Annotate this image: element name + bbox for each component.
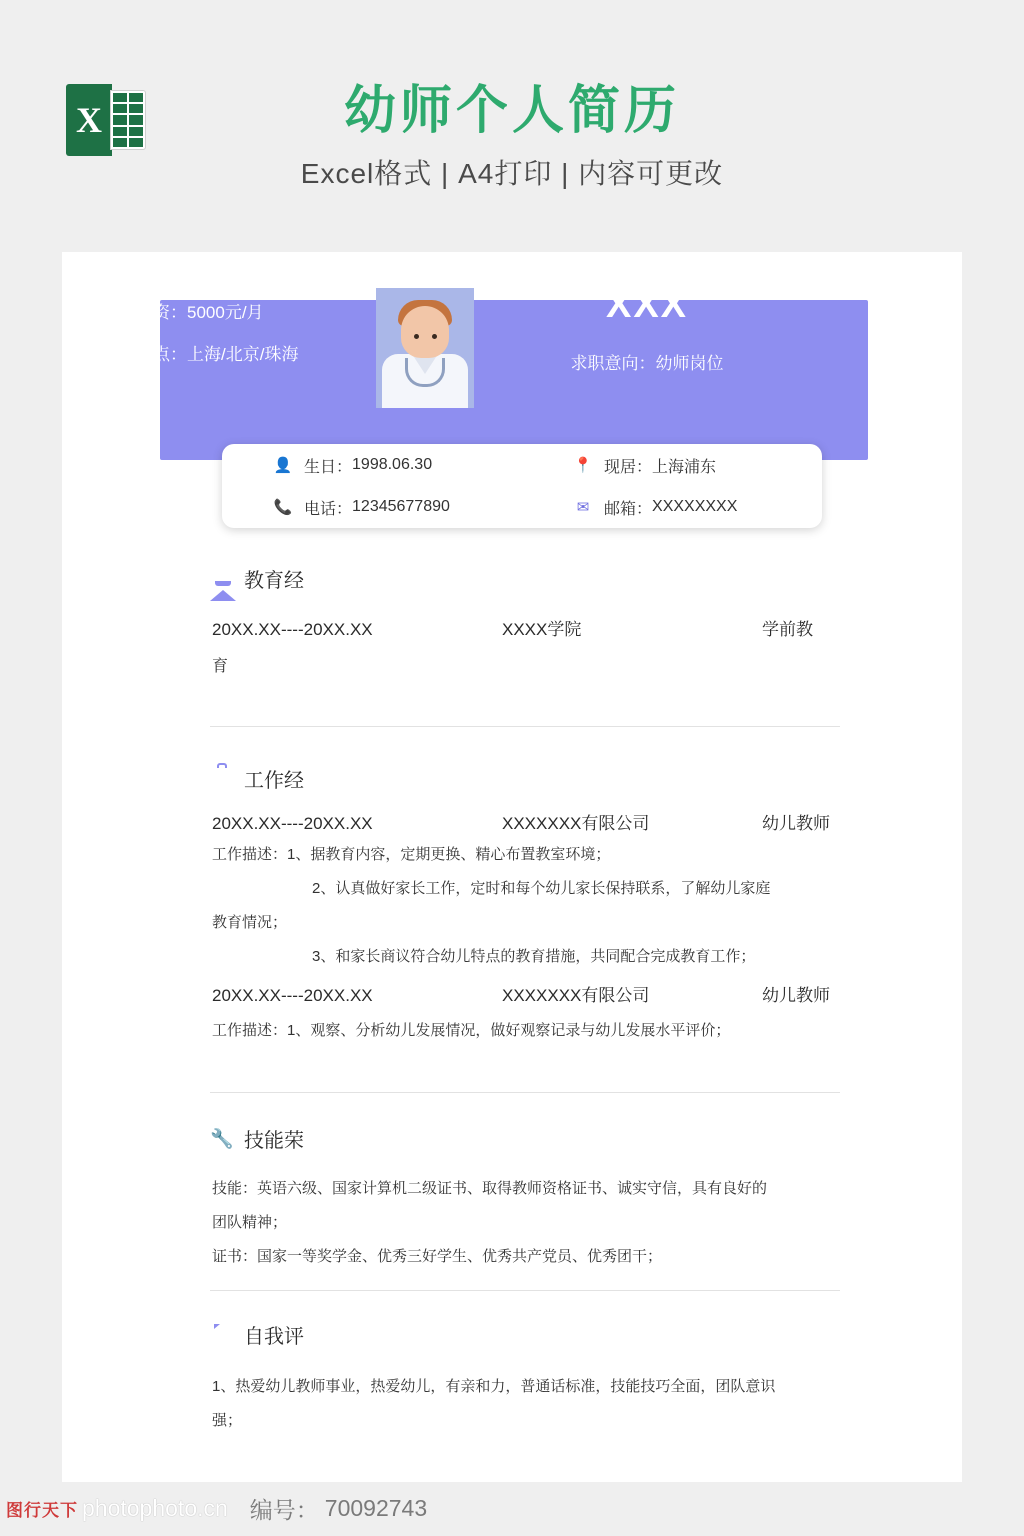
expected-location-row: [102, 334, 298, 376]
contact-email-value: XXXXXXXX: [652, 498, 738, 515]
footer-watermark: [0, 1488, 1024, 1528]
expected-location-value: 上海/北京/珠海: [187, 345, 299, 364]
avatar: [376, 288, 474, 408]
work-job2-company: XXXXXXX有限公司: [502, 986, 650, 1005]
contact-card: [222, 444, 822, 528]
work-job2-position: 幼儿教师: [762, 986, 830, 1005]
job-intent: 求职意向：幼师岗位: [570, 354, 724, 373]
name-block: [532, 284, 762, 374]
divider-work: [210, 1092, 840, 1093]
contact-email: [522, 496, 822, 519]
candidate-name: XXX: [605, 284, 689, 326]
self-line1: 1、热爱幼儿教师事业，热爱幼儿，有亲和力，普通话标准，技能技巧全面，团队意识: [212, 1378, 776, 1395]
education-major-wrap: 育: [212, 658, 229, 675]
contact-phone-label: 电话：: [304, 500, 353, 518]
page-header: [0, 0, 1024, 252]
expectation-block: [102, 292, 298, 376]
contact-residence-value: 上海浦东: [652, 458, 717, 476]
page-title: 幼师个人简历: [343, 82, 680, 140]
contact-birthday-label: 生日：: [304, 458, 353, 476]
expected-salary-value: 5000元/月: [187, 303, 264, 322]
section-self-title: 自我评: [244, 1326, 304, 1348]
contact-phone: [222, 496, 522, 519]
work-job1-position: 幼儿教师: [762, 814, 830, 833]
self-line1-wrap: 强；: [212, 1412, 243, 1429]
section-education-header: [210, 564, 304, 593]
graduation-cap-icon: [210, 568, 236, 590]
section-education-title: 教育经: [244, 570, 304, 592]
skills-line1: 技能：英语六级、国家计算机二级证书、取得教师资格证书、诚实守信，具有良好的: [212, 1180, 768, 1197]
excel-logo-letter: X: [76, 100, 102, 140]
section-skills-title: 技能荣: [244, 1130, 304, 1152]
comment-icon: [210, 1324, 236, 1346]
avatar-eye-right: [432, 334, 437, 339]
avatar-eye-left: [414, 334, 419, 339]
expected-salary-row: [102, 292, 298, 334]
work-job2-desc1: 工作描述：1、观察、分析幼儿发展情况，做好观察记录与幼儿发展水平评价；: [212, 1022, 731, 1039]
skills-line1-wrap: 团队精神；: [212, 1214, 288, 1231]
section-work-header: [210, 764, 304, 793]
excel-logo-icon: [66, 84, 146, 156]
contact-residence-label: 现居：: [604, 458, 653, 476]
contact-residence: [522, 454, 822, 477]
skills-line2: 证书：国家一等奖学金、优秀三好学生、优秀共产党员、优秀团干；: [212, 1248, 663, 1265]
resume-sheet: [62, 252, 962, 1482]
education-date: 20XX.XX----20XX.XX: [212, 620, 373, 639]
contact-email-label: 邮箱：: [604, 500, 653, 518]
expected-salary-label: 期望薪资：: [102, 303, 187, 322]
watermark-number: 70092743: [324, 1494, 428, 1521]
tools-icon: 🔧: [210, 1128, 234, 1150]
contact-birthday: [222, 454, 522, 477]
briefcase-icon: [210, 768, 236, 790]
page-subtitle: Excel格式 | A4打印 | 内容可更改: [300, 157, 724, 189]
section-skills-header: [210, 1124, 304, 1153]
location-icon: 📍: [573, 457, 593, 474]
work-job1-company: XXXXXXX有限公司: [502, 814, 650, 833]
watermark-site: photophoto.cn: [82, 1494, 228, 1521]
section-work-title: 工作经: [244, 770, 304, 792]
excel-logo-grid: [113, 93, 143, 147]
phone-icon: 📞: [273, 499, 293, 516]
work-job1-desc1: 工作描述：1、据教育内容，定期更换、精心布置教室环境；: [212, 846, 611, 863]
work-job1-date: 20XX.XX----20XX.XX: [212, 814, 373, 833]
work-job1-desc3: 3、和家长商议符合幼儿特点的教育措施，共同配合完成教育工作；: [312, 948, 756, 965]
work-job2-date: 20XX.XX----20XX.XX: [212, 986, 373, 1005]
watermark-number-label: 编号：: [249, 1496, 319, 1523]
contact-grid: [222, 444, 822, 528]
avatar-head: [401, 306, 449, 358]
education-school: XXXX学院: [502, 620, 582, 639]
contact-birthday-value: 1998.06.30: [352, 456, 433, 473]
divider-skills: [210, 1290, 840, 1291]
education-major: 学前教: [762, 620, 813, 639]
watermark-logo: 图行天下: [6, 1500, 78, 1520]
work-job1-desc2: 2、认真做好家长工作，定时和每个幼儿家长保持联系，了解幼儿家庭: [312, 880, 771, 897]
work-job1-desc2-wrap: 教育情况；: [212, 914, 288, 931]
contact-phone-value: 12345677890: [352, 498, 450, 515]
section-self-header: [210, 1320, 304, 1349]
mail-icon: ✉: [576, 499, 590, 516]
user-icon: 👤: [273, 457, 293, 474]
divider-education: [210, 726, 840, 727]
expected-location-label: 期望地点：: [102, 345, 187, 364]
